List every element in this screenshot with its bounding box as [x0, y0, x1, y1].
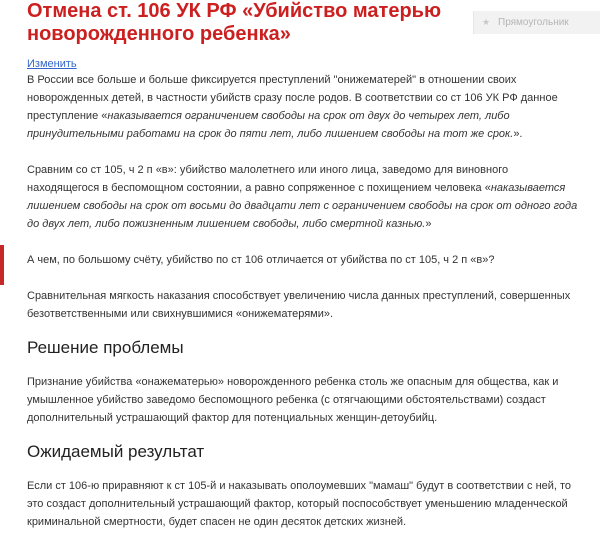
sidebar-widget[interactable]: [473, 11, 600, 34]
paragraph-intro-text: В России все больше и больше фиксируется преступлений "онижематерей" в отношении своих новорожденных детей, в частности убийств сразу после родов. В соответствии со ст 106 УК РФ данное преступление «: [27, 74, 558, 122]
page-title: Отмена ст. 106 УК РФ «Убийство матерью новорожденного ребенка»: [27, 0, 442, 45]
paragraph-comparison: [27, 161, 582, 233]
edit-link[interactable]: Изменить: [27, 58, 77, 70]
article-body: [27, 57, 582, 531]
paragraph-comparison-end: »: [425, 218, 432, 230]
paragraph-consequence: Сравнительная мягкость наказания способствует увеличению числа данных преступлений, совершенных безответственными или свихнувшимися «онижематерями».: [27, 290, 571, 320]
paragraph-expected-result: Если ст 106-ю приравняют к ст 105-й и наказывать ополоумевших "мамаш" будут в соответствии с ней, то это создаст дополнительный устрашающий фактор, который поспособствует уменьшению младенческой криминальной смертности, будет спасен не один десяток детских жизней.: [27, 480, 572, 528]
star-icon: ★: [482, 17, 491, 27]
paragraph-intro-quote: наказывается ограничением свободы на срок от двух до четырех лет, либо принудительными работами на срок до пяти лет, либо лишением свободы на тот же срок.: [27, 110, 514, 140]
paragraph-comparison-quote: наказывается лишением свободы на срок от восьми до двадцати лет с ограничением свободы на срок от одного года до двух лет, либо пожизненным лишением свободы, либо смертной казнью.: [27, 182, 578, 230]
heading-expected-result: Ожидаемый результат: [27, 442, 205, 461]
paragraph-comparison-text: Сравним со ст 105, ч 2 п «в»: убийство малолетнего или иного лица, заведомо для виновного находящегося в беспомощном состоянии, а равно сопряженное с похищением человека «: [27, 164, 509, 194]
sidebar-widget-label: Прямоугольник: [498, 17, 569, 28]
paragraph-solution: Признание убийства «онажематерью» новорожденного ребенка столь же опасным для общества, как и умышленное убийство заведомо беспомощного ребенка (с отягчающими обстоятельствами) создаст дополнительный устрашающий фактор для потенциальных женщин-детоубийц.: [27, 376, 559, 424]
heading-solution: Решение проблемы: [27, 338, 184, 357]
left-accent-bar: [0, 245, 4, 285]
paragraph-intro-end: ».: [513, 128, 523, 140]
paragraph-intro: [27, 71, 582, 143]
paragraph-question: А чем, по большому счёту, убийство по ст 106 отличается от убийства по ст 105, ч 2 п «в»?: [27, 254, 495, 266]
